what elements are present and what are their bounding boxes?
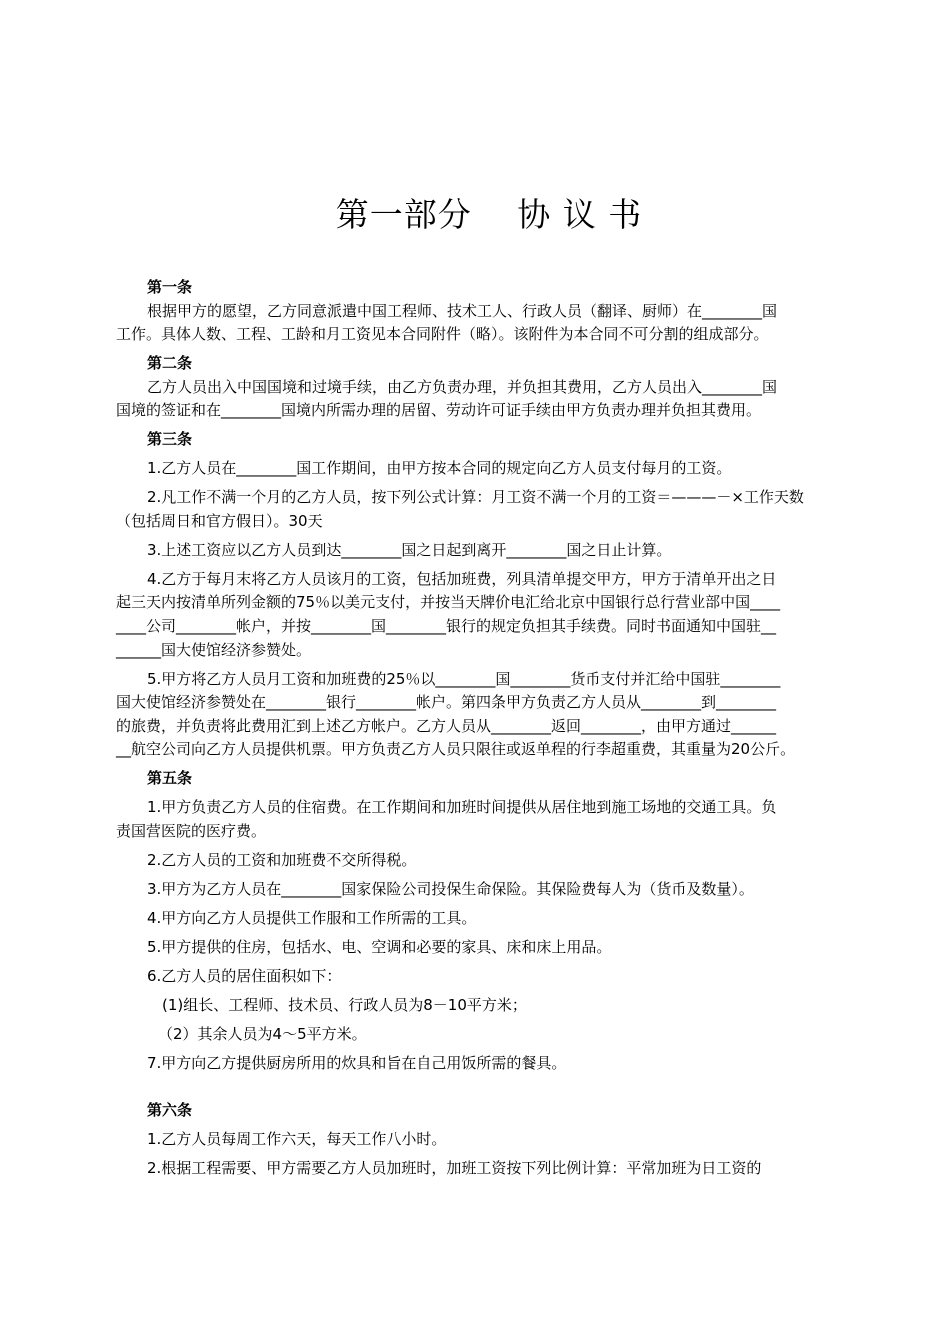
article-5-item: 4.甲方向乙方人员提供工作服和工作所需的工具。 [147,908,477,927]
article-3-item: 国大使馆经济参赞处在________银行________帐户。第四条甲方负责乙方人员从________到________ [116,693,777,712]
article-3-item: 起三天内按清单所列金额的75％以美元支付，并按当天牌价电汇给北京中国银行总行营业部中国____ [116,593,781,612]
document-body [116,276,862,1181]
article-6-heading: 第六条 [147,1101,193,1120]
page-title: 第一部分 协 议 书 [335,195,643,234]
article-3-item: __航空公司向乙方人员提供机票。甲方负责乙方人员只限往或返单程的行李超重费，其重量为20公斤。 [116,740,796,759]
article-1-line: 工作。具体人数、工程、工龄和月工资见本合同附件（略）。该附件为本合同不可分割的组成部分。 [116,325,769,344]
article-5-item: 2.乙方人员的工资和加班费不交所得税。 [147,850,417,869]
article-2-heading: 第二条 [147,354,193,373]
article-3-item: ____公司________帐户，并按________国________银行的规定负担其手续费。同时书面通知中国驻__ [116,617,777,636]
article-2-line: 国境的签证和在________国境内所需办理的居留、劳动许可证手续由甲方负责办理并负担其费用。 [116,401,762,420]
article-1-heading: 第一条 [147,278,193,296]
article-2-line: 乙方人员出入中国国境和过境手续，由乙方负责办理，并负担其费用，乙方人员出入________国 [147,377,778,396]
article-5-item: 7.甲方向乙方提供厨房所用的炊具和旨在自己用饭所需的餐具。 [147,1053,567,1072]
article-3-item: 5.甲方将乙方人员月工资和加班费的25％以________国________货币支付并汇给中国驻________ [147,669,781,688]
article-3-item: 的旅费，并负责将此费用汇到上述乙方帐户。乙方人员从________返回________，由甲方通过______ [116,716,777,735]
article-6-item: 1.乙方人员每周工作六天，每天工作八小时。 [147,1130,447,1149]
article-5-item: 5.甲方提供的住房，包括水、电、空调和必要的家具、床和床上用品。 [147,937,612,956]
article-3-item: （包括周日和官方假日）。30天 [116,511,323,530]
article-3-item: 4.乙方于每月末将乙方人员该月的工资，包括加班费，列具清单提交甲方，甲方于清单开出之日 [147,569,777,588]
article-5-item: 6.乙方人员的居住面积如下： [147,966,342,985]
article-5-item: 1.甲方负责乙方人员的住宿费。在工作期间和加班时间提供从居住地到施工场地的交通工具。负 [147,798,777,817]
article-3-item: 1.乙方人员在________国工作期间，由甲方按本合同的规定向乙方人员支付每月的工资。 [147,459,732,478]
article-5-item: 责国营医院的医疗费。 [116,821,267,840]
article-5-item: 3.甲方为乙方人员在________国家保险公司投保生命保险。其保险费每人为（货币及数量）。 [147,879,754,898]
article-1-line: 根据甲方的愿望，乙方同意派遣中国工程师、技术工人、行政人员（翻译、厨师）在________国 [147,301,778,320]
article-3-item: ______国大使馆经济参赞处。 [116,640,312,659]
article-3-item: 3.上述工资应以乙方人员到达________国之日起到离开________国之日止计算。 [147,540,672,559]
article-5-subitem: (1)组长、工程师、技术员、行政人员为8－10平方米； [162,995,527,1014]
article-3-item: 2.凡工作不满一个月的乙方人员，按下列公式计算：月工资不满一个月的工资＝———－×工作天数 [147,488,804,507]
article-5-subitem: （2）其余人员为4～5平方米。 [158,1024,367,1043]
article-6-item: 2.根据工程需要、甲方需要乙方人员加班时，加班工资按下列比例计算：平常加班为日工资的 [147,1159,762,1178]
article-5-heading: 第五条 [147,769,193,788]
article-3-heading: 第三条 [147,430,193,449]
